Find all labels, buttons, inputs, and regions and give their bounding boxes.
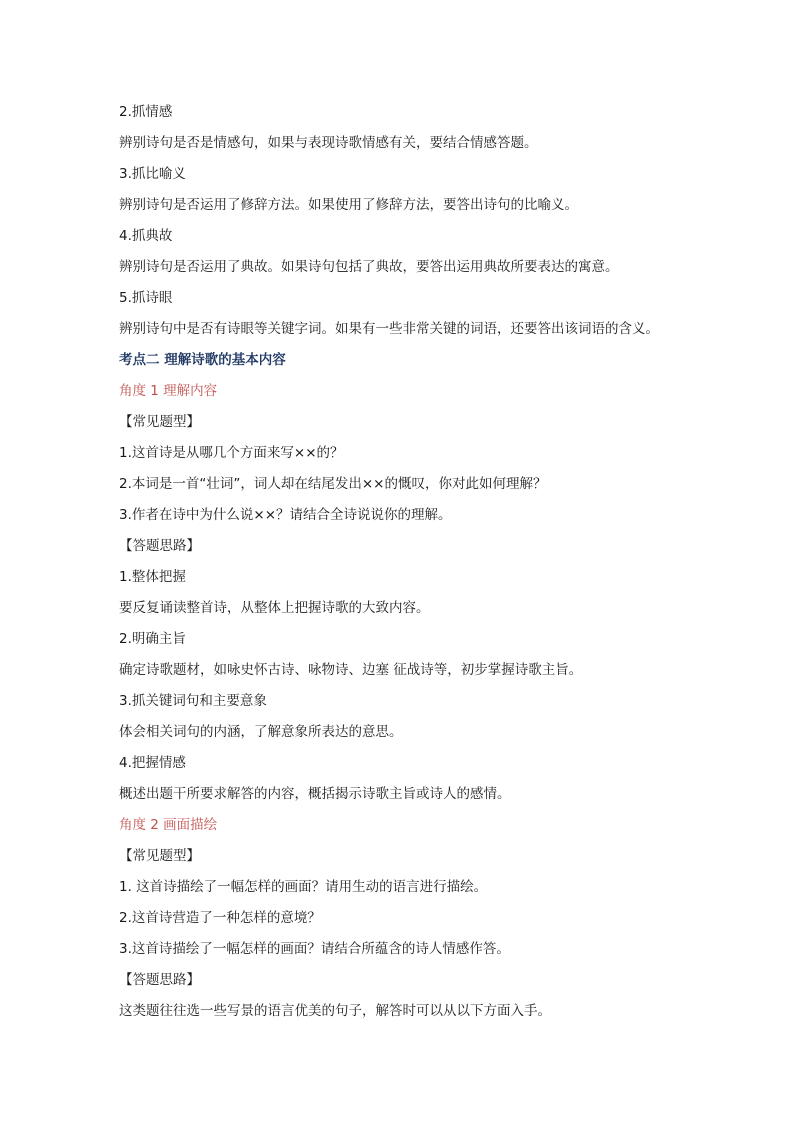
item-heading: 1.整体把握 [119,569,186,585]
body-text: 概述出题干所要求解答的内容，概括揭示诗歌主旨或诗人的感情。 [119,786,511,802]
question-item: 3.作者在诗中为什么说××？请结合全诗说说你的理解。 [119,507,452,523]
body-text: 辨别诗句是否是情感句，如果与表现诗歌情感有关，要结合情感答题。 [119,135,538,151]
body-text: 要反复诵读整首诗，从整体上把握诗歌的大致内容。 [119,600,430,616]
item-heading: 2.明确主旨 [119,631,186,647]
item-heading-grasp-emotion: 2.抓情感 [119,104,173,120]
item-heading: 4.把握情感 [119,755,186,771]
item-heading: 3.抓关键词句和主要意象 [119,693,267,709]
body-text: 体会相关词句的内涵，了解意象所表达的意思。 [119,724,403,740]
item-heading-grasp-allusion: 4.抓典故 [119,228,173,244]
question-item: 2.本词是一首“壮词”，词人却在结尾发出××的慨叹，你对此如何理解？ [119,476,547,492]
body-text: 这类题往往选一些写景的语言优美的句子，解答时可以从以下方面入手。 [119,1003,551,1019]
subsection-label: 【常见题型】 [119,848,200,864]
subsection-label: 【答题思路】 [119,538,200,554]
body-text: 确定诗歌题材，如咏史怀古诗、咏物诗、边塞 征战诗等，初步掌握诗歌主旨。 [119,662,583,678]
subsection-label: 【答题思路】 [119,972,200,988]
body-text: 辨别诗句是否运用了典故。如果诗句包括了典故，要答出运用典故所要表达的寓意。 [119,259,619,275]
question-item: 1.这首诗是从哪几个方面来写××的？ [119,445,344,461]
item-heading-grasp-metaphor: 3.抓比喻义 [119,166,186,182]
body-text: 辨别诗句中是否有诗眼等关键字词。如果有一些非常关键的词语，还要答出该词语的含义。 [119,321,659,337]
angle-heading: 角度 1 理解内容 [119,383,218,399]
question-item: 3.这首诗描绘了一幅怎样的画面？请结合所蕴含的诗人情感作答。 [119,941,510,957]
question-item: 2.这首诗营造了一种怎样的意境？ [119,910,321,926]
question-item: 1. 这首诗描绘了一幅怎样的画面？请用生动的语言进行描绘。 [119,879,488,895]
item-heading-grasp-poem-eye: 5.抓诗眼 [119,290,173,306]
section-heading: 考点二 理解诗歌的基本内容 [119,352,286,368]
angle-heading: 角度 2 画面描绘 [119,817,218,833]
body-text: 辨别诗句是否运用了修辞方法。如果使用了修辞方法，要答出诗句的比喻义。 [119,197,578,213]
subsection-label: 【常见题型】 [119,414,200,430]
